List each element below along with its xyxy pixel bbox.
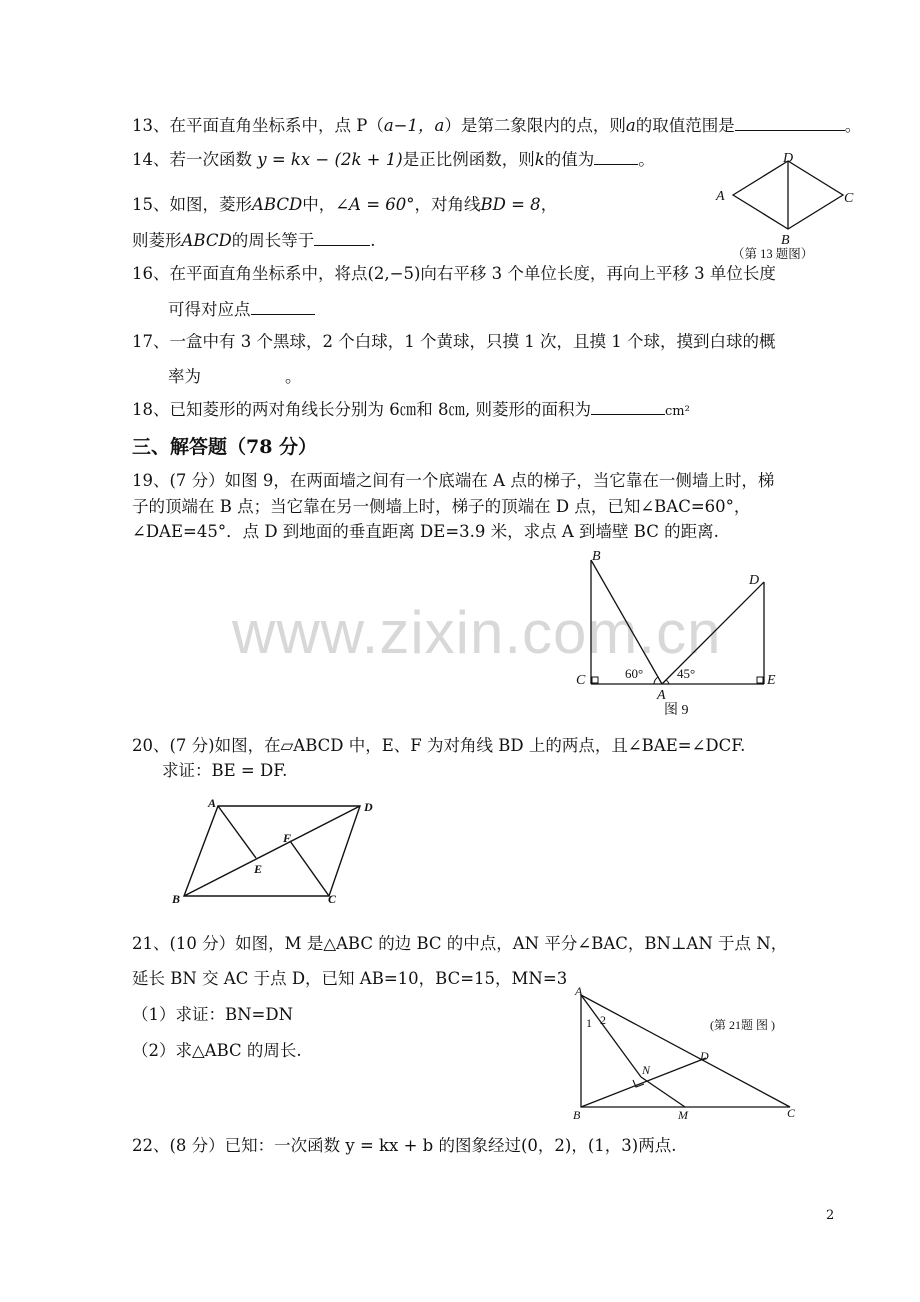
question-17-line1: 17、一盒中有 3 个黑球，2 个白球，1 个黄球，只摸 1 次，且摸 1 个球，摸到白球的概 [132, 332, 776, 351]
question-17-line2 [168, 366, 302, 388]
fig21-label-n: N [642, 1063, 651, 1077]
question-14 [132, 148, 655, 171]
question-16-line2 [168, 298, 315, 321]
question-15-line1 [132, 194, 557, 216]
fig9-caption: 图 9 [664, 703, 689, 718]
angle-arc-60 [654, 677, 658, 684]
segment-nm [641, 1077, 685, 1107]
q15-mid2: ，对角线 [414, 195, 481, 214]
q13-answer-blank[interactable] [735, 114, 845, 131]
q15-diag: BD = 8 [480, 195, 541, 214]
fig20-label-f: F [283, 831, 292, 845]
q15-line2-end: . [370, 231, 376, 250]
q14-prefix: 14、若一次函数 [132, 150, 252, 169]
q15-answer-blank[interactable] [314, 229, 370, 246]
question-20-line1: 20、(7 分)如图，在▱ABCD 中，E、F 为对角线 BD 上的两点，且∠BAE=∠DCF. [132, 736, 746, 755]
question-13 [132, 114, 861, 137]
q15-shape: ABCD [252, 195, 303, 214]
question-20-line2: 求证：BE = DF. [162, 761, 288, 780]
q15-line2-prefix: 则菱形 [132, 231, 182, 250]
question-19-line2: 子的顶端在 B 点；当它靠在另一侧墙上时，梯子的顶端在 D 点，已知∠BAC=60°， [132, 497, 751, 516]
fig21-caption: (第 21题 图 ) [710, 1018, 775, 1032]
question-16-line1: 16、在平面直角坐标系中，将点(2,−5)向右平移 3 个单位长度，再向上平移 3 单位长度 [132, 264, 776, 283]
q13-coord: a−1，a [383, 116, 445, 135]
triangle-abc [581, 995, 790, 1107]
q13-prefix: 13、在平面直角坐标系中，点 P（ [132, 116, 384, 135]
fig13-label-d: D [783, 151, 794, 166]
page-number: 2 [826, 1208, 835, 1223]
figure-9-ladder [574, 548, 794, 718]
fig21-label-c: C [787, 1106, 796, 1120]
figure-21-triangle [570, 983, 810, 1123]
question-22-line1: 22、(8 分）已知：一次函数 y = kx + b 的图象经过(0，2)，(1，3)两点. [132, 1136, 677, 1155]
fig9-angle-45: 45° [677, 666, 696, 681]
q16-answer-blank[interactable] [251, 298, 315, 315]
q13-middle: ）是第二象限内的点，则 [444, 116, 626, 135]
q15-end: ， [540, 195, 558, 214]
q13-suffix: 的取值范围是 [635, 116, 735, 135]
q18-prefix: 18、已知菱形的两对角线长分别为 6㎝和 8㎝, 则菱形的面积为 [132, 400, 591, 419]
q15-prefix: 15、如图，菱形 [132, 195, 252, 214]
q14-var: k [534, 150, 545, 169]
fig20-label-b: B [172, 892, 181, 906]
q14-middle: 是正比例函数，则 [402, 150, 535, 169]
question-21-part2: （2）求△ABC 的周长. [132, 1041, 302, 1060]
figure-13-rhombus [712, 148, 862, 261]
q15-mid: 中， [302, 195, 336, 214]
question-19-line3: ∠DAE=45°．点 D 到地面的垂直距离 DE=3.9 米，求点 A 到墙壁 BC 的距离. [132, 522, 719, 541]
figure-20-parallelogram [170, 796, 380, 906]
fig13-label-a: A [716, 189, 725, 204]
q15-shape-2: ABCD [181, 231, 232, 250]
fig21-angle-2: 2 [600, 1013, 606, 1027]
fig9-label-b: B [592, 549, 601, 564]
fig13-label-c: C [844, 191, 854, 206]
q14-expr: y = kx − (2k + 1) [257, 150, 403, 169]
q14-answer-blank[interactable] [594, 148, 638, 165]
q15-line2-suffix: 的周长等于 [231, 231, 315, 250]
fig9-angle-60: 60° [625, 666, 644, 681]
fig21-label-m: M [678, 1108, 688, 1122]
fig13-caption: （第 13 题图） [732, 247, 814, 261]
fig20-label-a: A [208, 796, 217, 810]
q15-angle: ∠A = 60° [335, 195, 415, 214]
q13-end: 。 [844, 116, 862, 135]
bisector-an [581, 995, 641, 1077]
fig9-label-c: C [576, 673, 586, 688]
fig20-label-c: C [328, 892, 337, 906]
question-21-line1: 21、(10 分）如图，M 是△ABC 的边 BC 的中点，AN 平分∠BAC，BN⊥AN 于点 N， [132, 934, 788, 953]
fig9-label-e: E [767, 673, 776, 688]
q18-unit: cm² [664, 404, 690, 419]
q17-line2-text: 率为 [168, 367, 201, 386]
question-15-line2 [132, 229, 375, 252]
fig20-label-e: E [254, 862, 263, 876]
q16-line2-text: 可得对应点 [168, 300, 251, 319]
q14-end: 。 [638, 150, 655, 169]
q17-line2-end: 。 [285, 367, 302, 386]
fig9-label-a: A [657, 688, 666, 703]
fig20-label-d: D [364, 800, 373, 814]
segment-cf [290, 841, 329, 896]
right-angle-e [757, 677, 763, 683]
watermark: www.zixin.com.cn [232, 599, 722, 666]
question-21-line2: 延长 BN 交 AC 于点 D，已知 AB=10，BC=15，MN=3 [132, 969, 568, 988]
fig21-angle-1: 1 [586, 1016, 592, 1030]
q13-var: a [625, 116, 636, 135]
section-3-heading: 三、解答题（78 分） [132, 436, 318, 458]
question-18 [132, 398, 690, 423]
q14-suffix: 的值为 [544, 150, 595, 169]
q18-answer-blank[interactable] [591, 398, 665, 415]
right-angle-c [592, 677, 598, 683]
question-19-line1: 19、(7 分）如图 9，在两面墙之间有一个底端在 A 点的梯子，当它靠在一侧墙上时，梯 [132, 471, 775, 490]
fig9-label-d: D [749, 573, 760, 588]
fig21-label-d: D [700, 1049, 709, 1063]
question-21-part1: （1）求证：BN=DN [132, 1005, 294, 1024]
fig21-label-b: B [573, 1108, 581, 1122]
fig13-label-b: B [781, 233, 790, 248]
segment-ae [218, 806, 256, 858]
fig21-label-a: A [575, 984, 583, 998]
